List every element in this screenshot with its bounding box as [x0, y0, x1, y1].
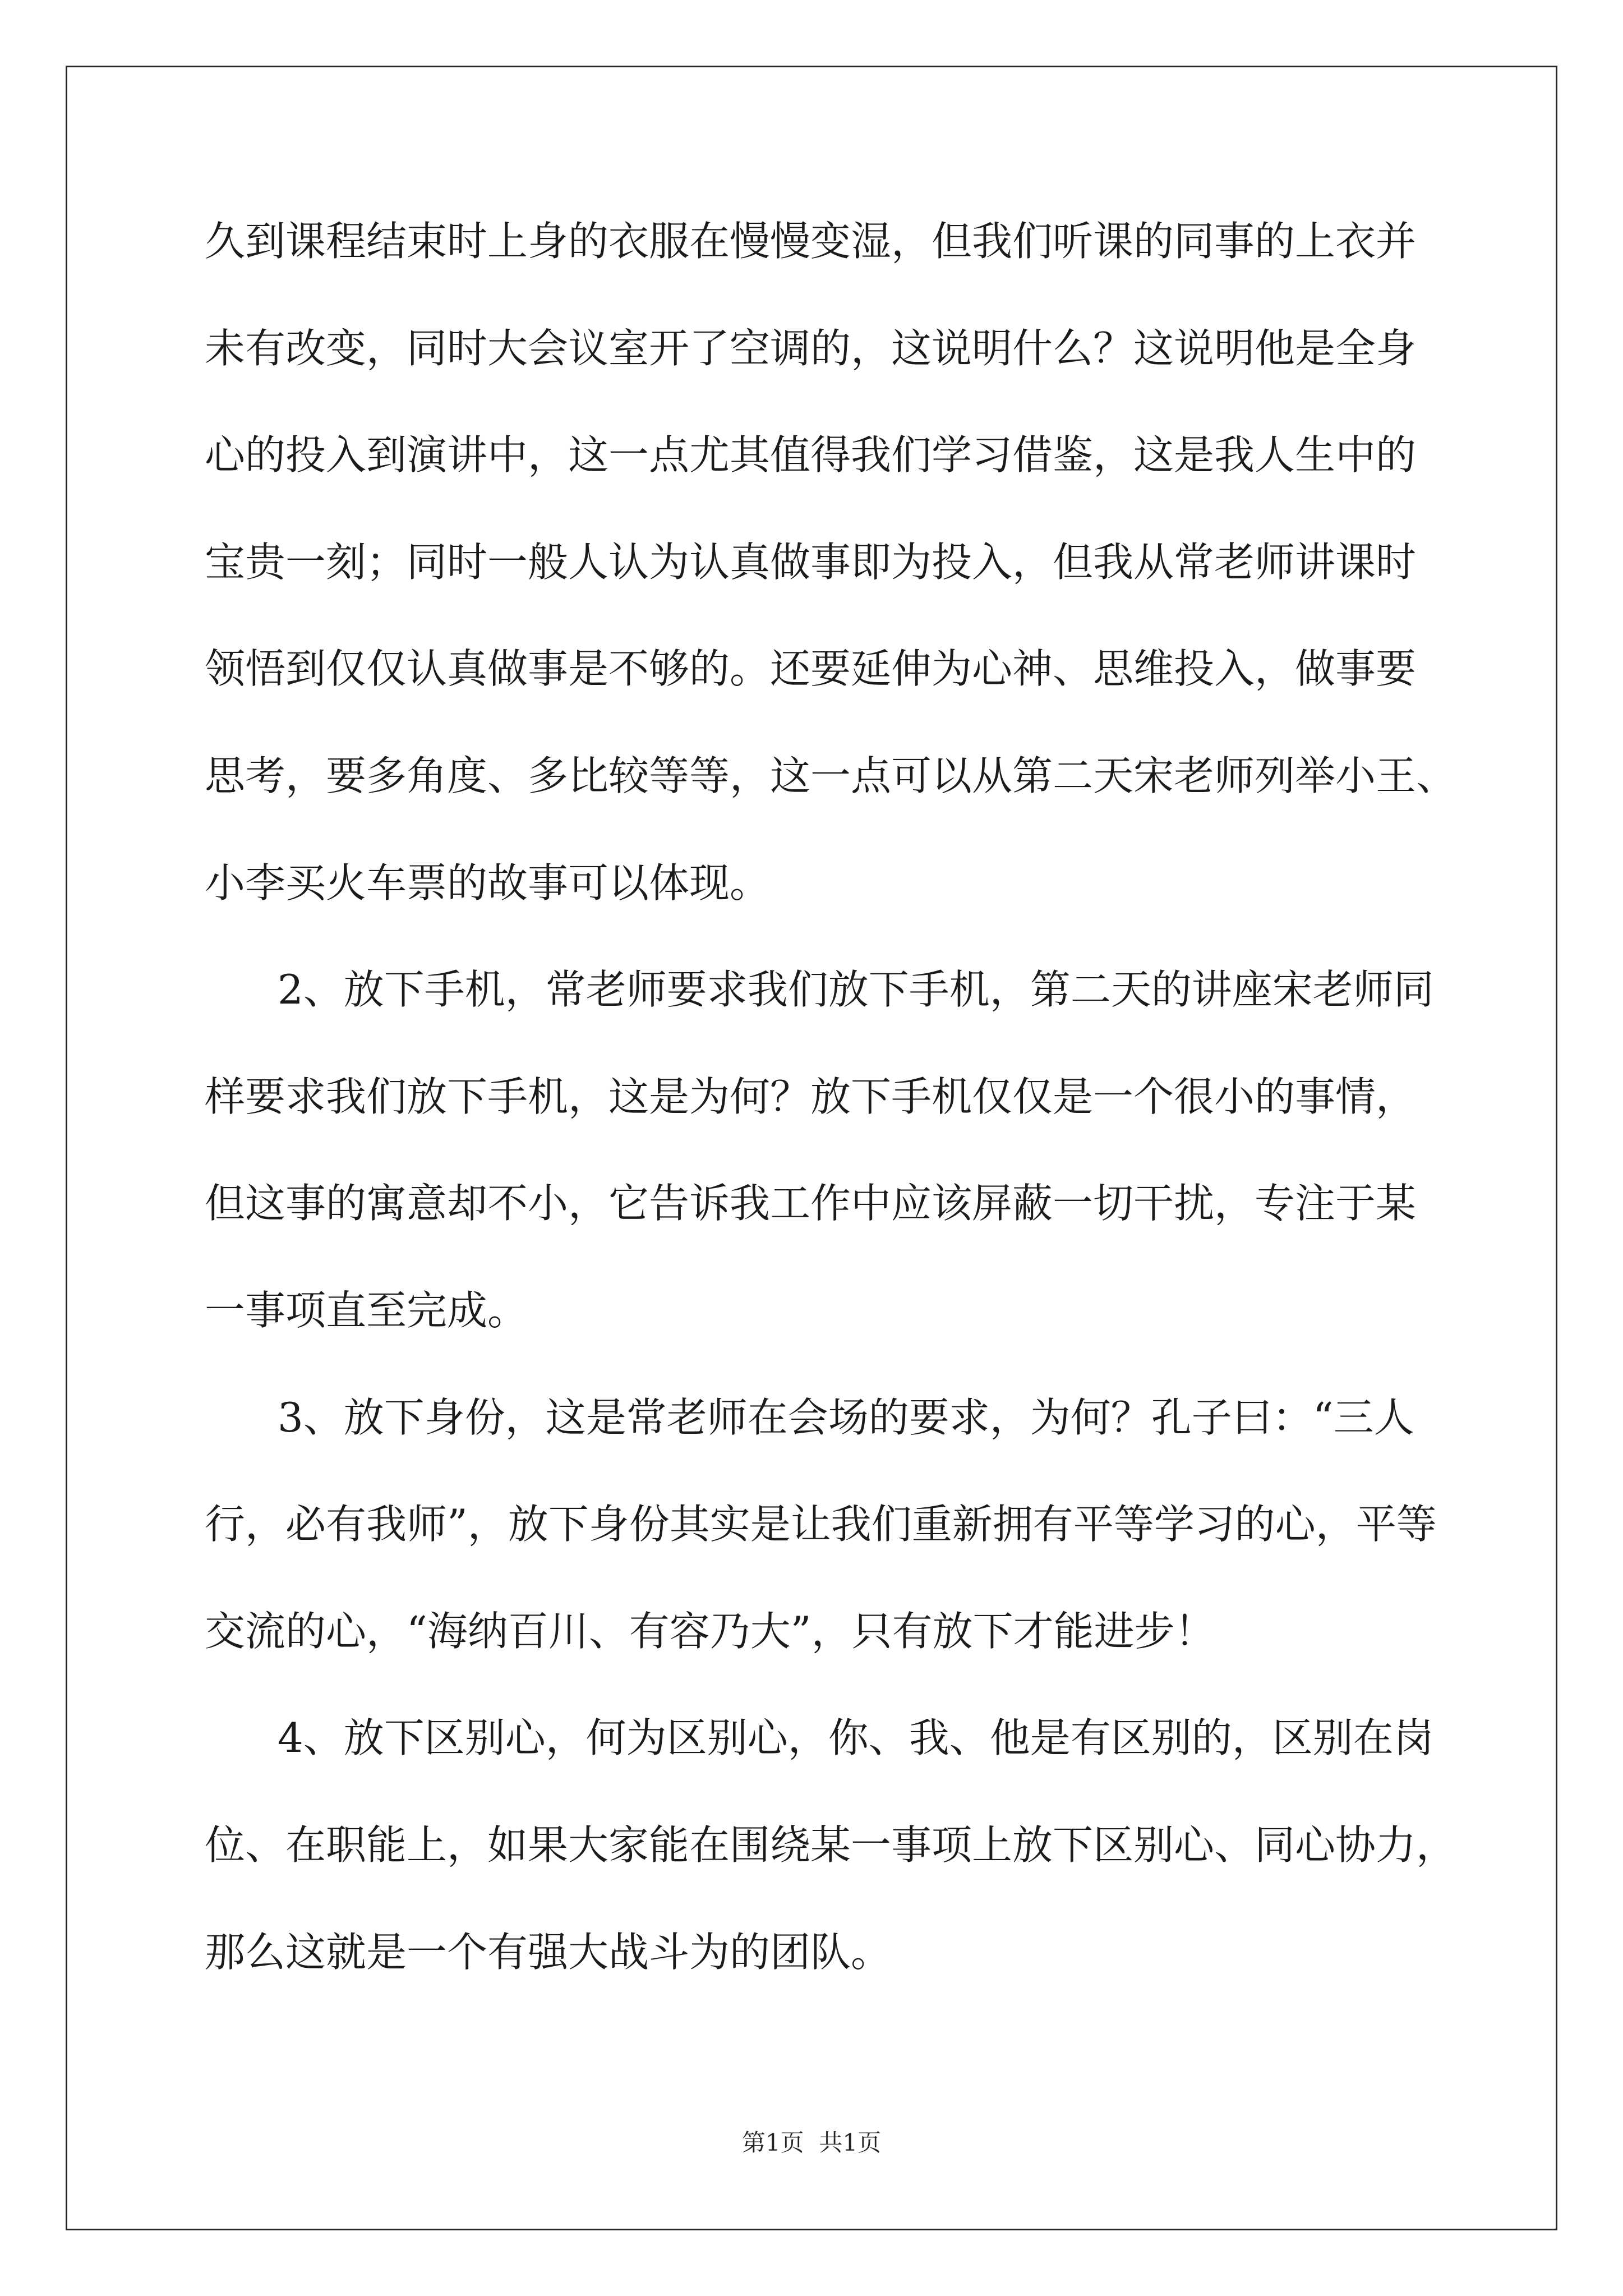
text-line: 样要求我们放下手机，这是为何？放下手机仅仅是一个很小的事情， [205, 1073, 1417, 1120]
text-line: 心的投入到演讲中，这一点尤其值得我们学习借鉴，这是我人生中的 [205, 431, 1417, 479]
text-line: 交流的心，“海纳百川、有容乃大”，只有放下才能进步！ [205, 1607, 1215, 1655]
text-line: 思考，要多角度、多比较等等，这一点可以从第二天宋老师列举小王、 [205, 752, 1457, 799]
text-line: 4、放下区别心，何为区别心，你、我、他是有区别的，区别在岗 [278, 1714, 1434, 1762]
text-line: 未有改变，同时大会议室开了空调的，这说明什么？这说明他是全身 [205, 324, 1417, 372]
document-body [205, 188, 1495, 2005]
text-line: 行，必有我师”，放下身份其实是让我们重新拥有平等学习的心，平等 [205, 1501, 1437, 1548]
text-line: 领悟到仅仅认真做事是不够的。还要延伸为心神、思维投入，做事要 [205, 645, 1417, 693]
text-line: 3、放下身份，这是常老师在会场的要求，为何？孔子曰：“三人 [278, 1393, 1414, 1441]
paragraph [205, 188, 1495, 936]
text-line: 位、在职能上，如果大家能在围绕某一事项上放下区别心、同心协力， [205, 1821, 1457, 1869]
paragraph [205, 1364, 1495, 1685]
text-line: 小李买火车票的故事可以体现。 [205, 859, 771, 907]
text-line: 那么这就是一个有强大战斗为的团队。 [205, 1928, 892, 1976]
page-footer: 第1页 共1页 [741, 2129, 882, 2156]
paragraph [205, 936, 1495, 1364]
text-line: 宝贵一刻；同时一般人认为认真做事即为投入，但我从常老师讲课时 [205, 538, 1417, 586]
paragraph [205, 1685, 1495, 2005]
text-line: 但这事的寓意却不小，它告诉我工作中应该屏蔽一切干扰，专注于某 [205, 1180, 1417, 1227]
text-line: 2、放下手机，常老师要求我们放下手机，第二天的讲座宋老师同 [278, 966, 1434, 1014]
text-line: 一事项直至完成。 [205, 1286, 528, 1334]
text-line: 久到课程结束时上身的衣服在慢慢变湿，但我们听课的同事的上衣并 [205, 218, 1417, 265]
